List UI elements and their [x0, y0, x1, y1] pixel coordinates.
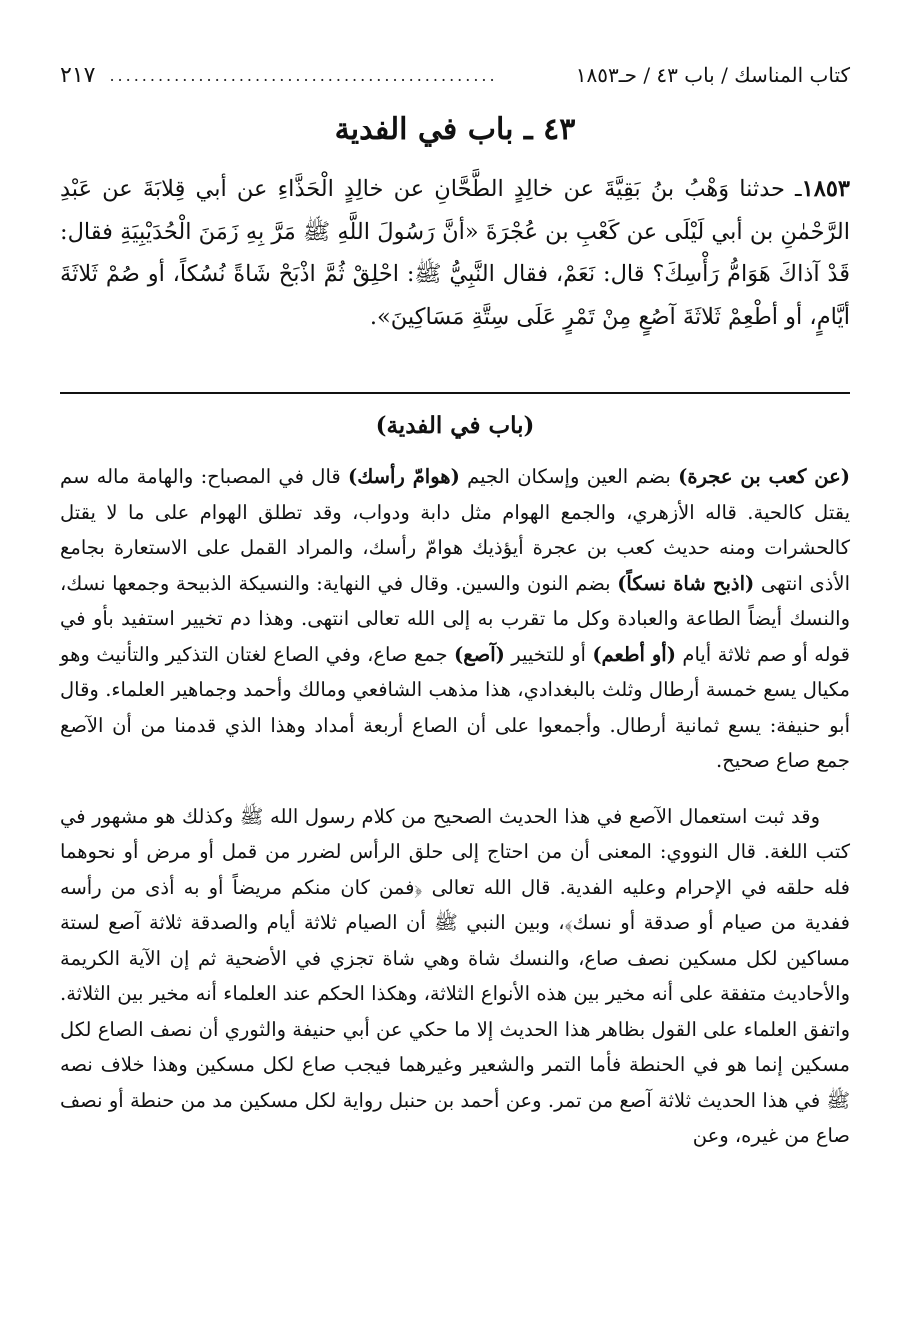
- running-header: [60, 58, 850, 92]
- commentary-paragraph-2: وقد ثبت استعمال الآصع في هذا الحديث الصحيح من كلام رسول الله ﷺ وكذلك هو مشهور في كتب اللغة. قال النووي: المعنى أن من احتاج إلى حلق الرأس لضرر من قمل أو مرض أو نحوهما فله حلقه في الإحرام وعليه الفدية. قال الله تعالى ﴿فمن كان منكم مريضاً أو به أذى من رأسه ففدية من صيام أو صدقة أو نسك﴾، وبين النبي ﷺ أن الصيام ثلاثة أيام والصدقة ثلاثة آصع لستة مساكين لكل مسكين نصف صاع، والنسك شاة وهي شاة تجزي في الأضحية ثم إن الآية الكريمة والأحاديث متفقة على أنه مخير بين هذه الأنواع الثلاثة، وهكذا الحكم عند العلماء أنه مخير بين الثلاثة. واتفق العلماء على القول بظاهر هذا الحديث إلا ما حكي عن أبي حنيفة والثوري أن نصف الصاع لكل مسكين إنما هو في الحنطة فأما التمر والشعير وغيرهما فيجب صاع لكل مسكين وهذا خلاف نصه ﷺ في هذا الحديث ثلاثة آصع من تمر. وعن أحمد بن حنبل رواية لكل مسكين مد من حنطة أو نصف صاع من غيره، وعن: [60, 804, 850, 1147]
- commentary-text: بضم العين وإسكان الجيم: [459, 465, 679, 488]
- commentary-keyword: (عن كعب بن عجرة): [678, 465, 850, 488]
- header-dot-leader: ................................................: [109, 65, 498, 85]
- section-divider: [60, 392, 850, 394]
- hadith-text-block: [60, 168, 850, 338]
- commentary-text: بضم النون والسين. وقال في النهاية: والنسيكة الذبيحة وجمعها نسك، والنسك أيضاً الطاعة والعبادة وكل ما تقرب به إلى الله تعالى انتهى. وهذا دم تخيير استفيد بأو في قوله أو صم ثلاثة أيام: [60, 571, 850, 666]
- header-title: كتاب المناسك / باب ٤٣ / حـ١٨٥٣: [575, 63, 850, 87]
- commentary-keyword: (آصع): [454, 642, 505, 666]
- commentary-text: أو للتخيير: [504, 642, 593, 666]
- chapter-title: ٤٣ ـ باب في الفدية: [334, 112, 576, 147]
- commentary-keyword: (اذبح شاة نسكاً): [617, 571, 755, 595]
- commentary-text: جمع صاع، وفي الصاع لغتان التذكير والتأنيث وهو مكيال يسع خمسة أرطال وثلث بالبغدادي، هذا مذهب الشافعي ومالك وأحمد وجماهير العلماء. وقال أبو حنيفة: يسع ثمانية أرطال. وأجمعوا على أن الصاع أربعة أمداد وهذا الذي قدمنا من أن الآصع جمع صاع صحيح.: [60, 642, 850, 772]
- commentary-body: [60, 459, 850, 1154]
- hadith-text: ـ حدثنا وَهْبُ بنُ بَقِيَّةَ عن خالِدٍ الطَّحَّانِ عن خالِدٍ الْحَذَّاءِ عن أبي قِلابَةَ عن عَبْدِ الرَّحْمٰنِ بن أبي لَيْلَى عن كَعْبِ بن عُجْرَةَ «أنَّ رَسُولَ اللَّهِ ﷺ مَرَّ بِهِ زَمَنَ الْحُدَيْبِيَةِ فقال: قَدْ آذاكَ هَوَامُّ رَأْسِكَ؟ قال: نَعَمْ، فقال النَّبِيُّ ﷺ: احْلِقْ ثُمَّ اذْبَحْ شَاةً نُسُكاً، أو صُمْ ثَلاثَةَ أيَّامٍ، أو أطْعِمْ ثَلاثَةَ آصُعٍ مِنْ تَمْرٍ عَلَى سِتَّةِ مَسَاكِينَ».: [60, 176, 850, 330]
- commentary-paragraph-1: [60, 459, 850, 779]
- hadith-number: ١٨٥٣: [801, 176, 850, 202]
- commentary-keyword: (هوامّ رأسك): [348, 465, 460, 488]
- commentary-text: قال في المصباح: والهامة ماله سم يقتل كالحية. قاله الأزهري، والجمع الهوام مثل دابة ودواب، وقد تطلق الهوام على ما لا يقتل كالحشرات ومنه حديث كعب بن عجرة أيؤذيك هوامّ رأسك، والمراد القمل على الاستعارة بجامع الأذى انتهى: [60, 465, 850, 595]
- commentary-title: (باب في الفدية): [375, 412, 535, 439]
- commentary-keyword: (أو أطعم): [592, 642, 676, 666]
- page-number: ٢١٧: [60, 62, 96, 88]
